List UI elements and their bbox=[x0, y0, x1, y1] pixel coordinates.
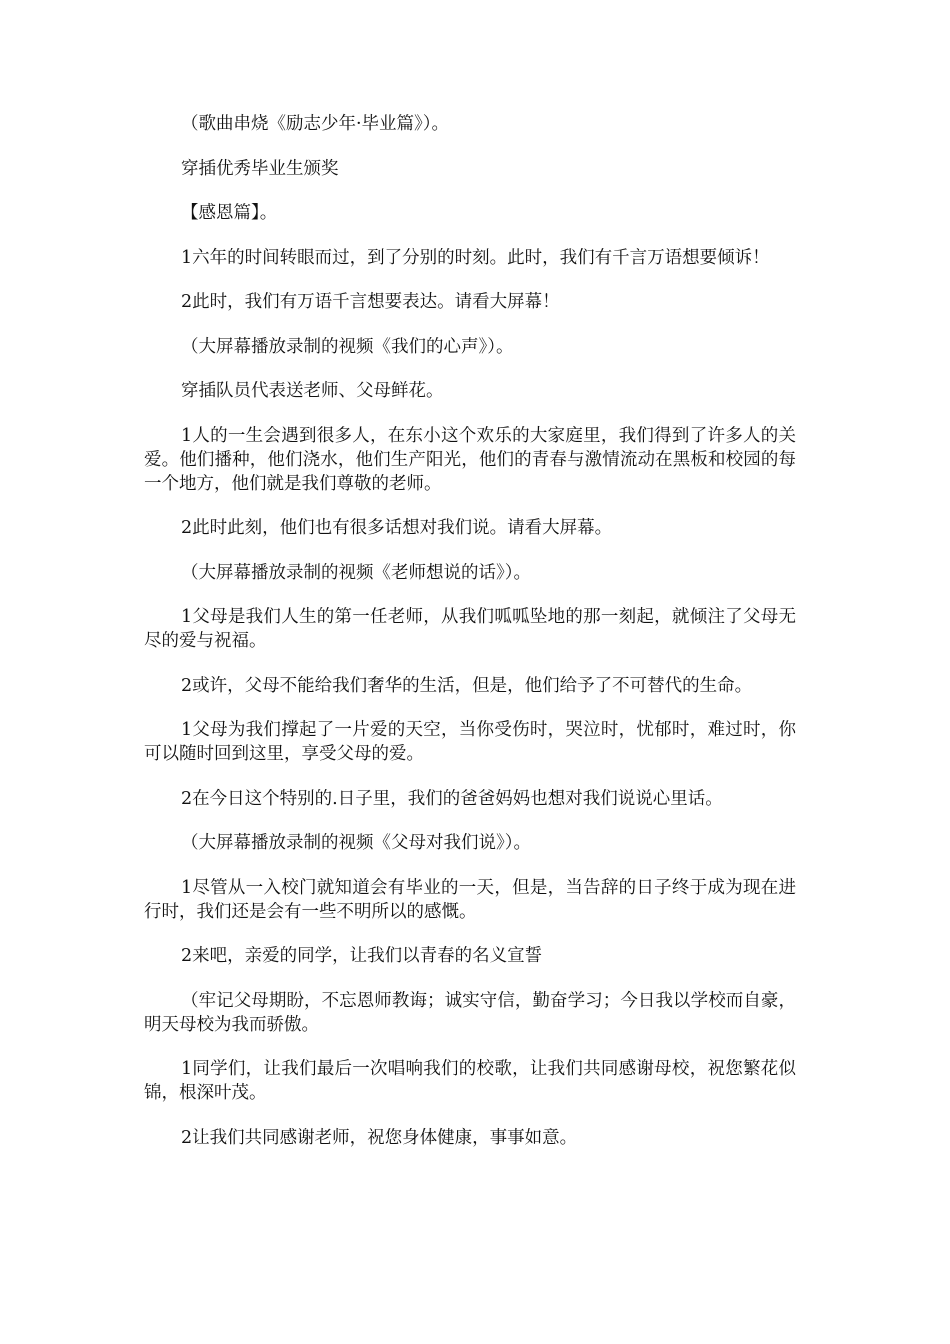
paragraph-host-line: 1父母为我们撑起了一片爱的天空，当你受伤时，哭泣时，忧郁时，难过时，你可以随时回到这里，享受父母的爱。 bbox=[144, 720, 796, 764]
document-body bbox=[144, 112, 796, 1170]
paragraph-award-interlude: 穿插优秀毕业生颁奖 bbox=[181, 158, 339, 179]
paragraph-host-line: 1尽管从一入校门就知道会有毕业的一天，但是，当告辞的日子终于成为现在进行时，我们还是会有一些不明所以的感慨。 bbox=[144, 877, 796, 922]
paragraph-host-line: 2或许，父母不能给我们奢华的生活，但是，他们给予了不可替代的生命。 bbox=[181, 675, 753, 696]
paragraph-stage-direction: （大屏幕播放录制的视频《父母对我们说》）。 bbox=[181, 833, 531, 853]
paragraph-stage-direction: （大屏幕播放录制的视频《我们的心声》）。 bbox=[181, 336, 514, 357]
paragraph-host-line: 1同学们，让我们最后一次唱响我们的校歌，让我们共同感谢母校，祝您繁花似锦，根深叶茂。 bbox=[144, 1059, 796, 1103]
paragraph-host-line: 2此时，我们有万语千言想要表达。请看大屏幕！ bbox=[181, 292, 560, 312]
paragraph-host-line: 2让我们共同感谢老师，祝您身体健康，事事如意。 bbox=[181, 1127, 578, 1148]
paragraph-host-line: 1六年的时间转眼而过，到了分别的时刻。此时，我们有千言万语想要倾诉！ bbox=[181, 247, 770, 268]
paragraph-stage-direction: （大屏幕播放录制的视频《老师想说的话》）。 bbox=[181, 562, 531, 583]
paragraph-host-line: 2来吧，亲爱的同学，让我们以青春的名义宣誓 bbox=[181, 946, 543, 966]
paragraph-flower-interlude: 穿插队员代表送老师、父母鲜花。 bbox=[181, 381, 444, 401]
paragraph-host-line: 2此时此刻，他们也有很多话想对我们说。请看大屏幕。 bbox=[181, 518, 613, 538]
paragraph-host-line: 1父母是我们人生的第一任老师，从我们呱呱坠地的那一刻起，就倾注了父母无尽的爱与祝福。 bbox=[144, 607, 796, 651]
paragraph-host-line: 2在今日这个特别的.日子里，我们的爸爸妈妈也想对我们说说心里话。 bbox=[181, 788, 723, 809]
section-heading-gratitude: 【感恩篇】。 bbox=[181, 203, 278, 223]
paragraph-host-line: 1人的一生会遇到很多人，在东小这个欢乐的大家庭里，我们得到了许多人的关爱。他们播种，他们浇水，他们生产阳光，他们的青春与激情流动在黑板和校园的每一个地方，他们就是我们尊敬的老师。 bbox=[144, 425, 796, 494]
paragraph-song-medley: （歌曲串烧《励志少年·毕业篇》）。 bbox=[181, 114, 450, 134]
paragraph-oath: （牢记父母期盼，不忘恩师教诲；诚实守信，勤奋学习；今日我以学校而自豪，明天母校为我而骄傲。 bbox=[144, 990, 796, 1035]
